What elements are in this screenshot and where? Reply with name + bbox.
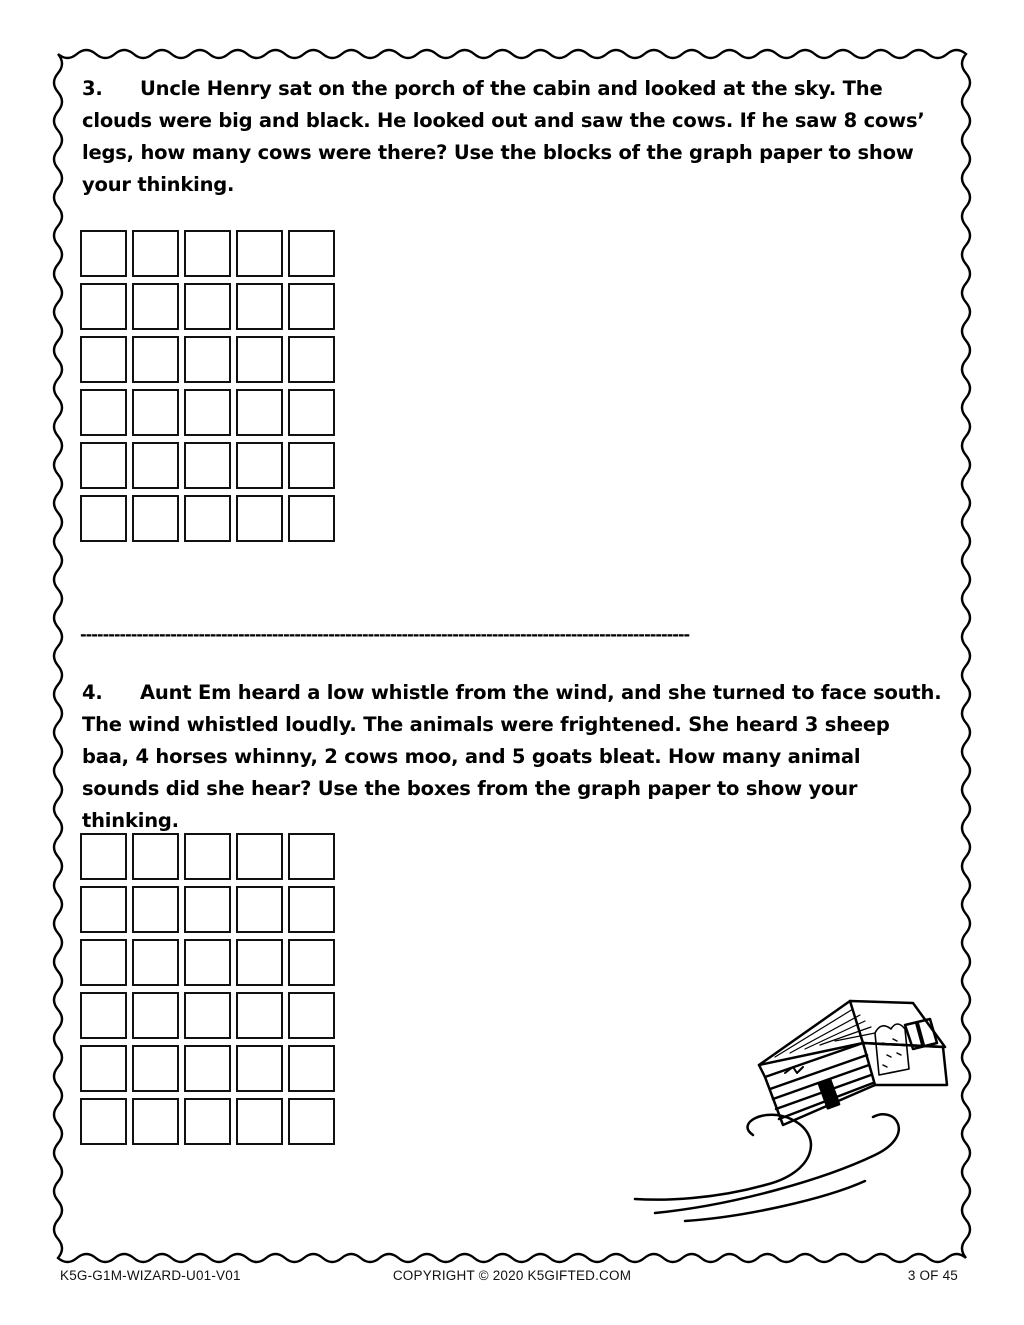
grid-cell: [80, 336, 127, 383]
grid-cell: [288, 939, 335, 986]
grid-cell: [288, 1045, 335, 1092]
grid-cell: [236, 992, 283, 1039]
grid-cell: [132, 1098, 179, 1145]
grid-cell: [80, 495, 127, 542]
grid-cell: [288, 886, 335, 933]
grid-cell: [132, 442, 179, 489]
grid-cell: [184, 833, 231, 880]
grid-cell: [184, 389, 231, 436]
problem-3-text: Uncle Henry sat on the porch of the cabin and looked at the sky. The clouds were big and black. He looked out and saw the cows. If he saw 8 cows’ legs, how many cows were there? Use the blocks of the graph paper to show your thinking.: [82, 77, 925, 196]
grid-cell: [236, 442, 283, 489]
grid-cell: [132, 283, 179, 330]
footer-copyright: COPYRIGHT © 2020 K5GIFTED.COM: [392, 1268, 632, 1283]
grid-cell: [288, 495, 335, 542]
grid-cell: [236, 886, 283, 933]
grid-cell: [288, 389, 335, 436]
grid-cell: [288, 992, 335, 1039]
grid-cell: [132, 886, 179, 933]
problem-3-number: 3.: [82, 77, 103, 100]
grid-cell: [288, 230, 335, 277]
grid-cell: [288, 1098, 335, 1145]
grid-cell: [184, 336, 231, 383]
grid-cell: [236, 230, 283, 277]
problem-4-text: Aunt Em heard a low whistle from the wind, and she turned to face south. The wind whistled loudly. The animals were frightened. She heard 3 sheep baa, 4 horses whinny, 2 cows moo, and 5 goats bleat. How many animal sounds did she hear? Use the boxes from the graph paper to show your thinking.: [82, 681, 942, 832]
grid-cell: [184, 230, 231, 277]
footer-page-number: 3 OF 45: [907, 1268, 958, 1283]
wind-swirl-icon: [635, 1114, 899, 1221]
grid-cell: [80, 283, 127, 330]
grid-cell: [80, 442, 127, 489]
grid-cell: [80, 389, 127, 436]
grid-cell: [80, 833, 127, 880]
grid-cell: [184, 886, 231, 933]
grid-cell: [80, 886, 127, 933]
grid-cell: [132, 336, 179, 383]
grid-cell: [184, 1045, 231, 1092]
grid-cell: [236, 283, 283, 330]
house-in-wind-illustration: [625, 995, 965, 1225]
graph-paper-grid-3: [80, 230, 335, 542]
grid-cell: [184, 992, 231, 1039]
grid-cell: [132, 495, 179, 542]
grid-cell: [288, 336, 335, 383]
grid-cell: [80, 939, 127, 986]
grid-cell: [236, 1045, 283, 1092]
grid-cell: [132, 389, 179, 436]
grid-cell: [80, 230, 127, 277]
grid-cell: [184, 939, 231, 986]
grid-cell: [132, 833, 179, 880]
problem-3: [82, 73, 942, 201]
grid-cell: [236, 336, 283, 383]
grid-cell: [236, 495, 283, 542]
grid-cell: [236, 833, 283, 880]
grid-cell: [80, 992, 127, 1039]
grid-cell: [236, 1098, 283, 1145]
grid-cell: [132, 992, 179, 1039]
grid-cell: [236, 939, 283, 986]
footer-document-code: K5G-G1M-WIZARD-U01-V01: [60, 1268, 241, 1283]
grid-cell: [80, 1098, 127, 1145]
grid-cell: [184, 1098, 231, 1145]
grid-cell: [132, 230, 179, 277]
dashed-divider: ------------------------------------------------------------------------------------------------------------: [80, 628, 690, 642]
grid-cell: [80, 1045, 127, 1092]
problem-4: [82, 677, 942, 837]
grid-cell: [288, 442, 335, 489]
grid-cell: [184, 442, 231, 489]
grid-cell: [184, 283, 231, 330]
grid-cell: [184, 495, 231, 542]
grid-cell: [132, 939, 179, 986]
grid-cell: [236, 389, 283, 436]
house-icon: [759, 1001, 947, 1125]
graph-paper-grid-4: [80, 833, 335, 1145]
problem-4-number: 4.: [82, 681, 103, 704]
grid-cell: [132, 1045, 179, 1092]
grid-cell: [288, 283, 335, 330]
grid-cell: [288, 833, 335, 880]
